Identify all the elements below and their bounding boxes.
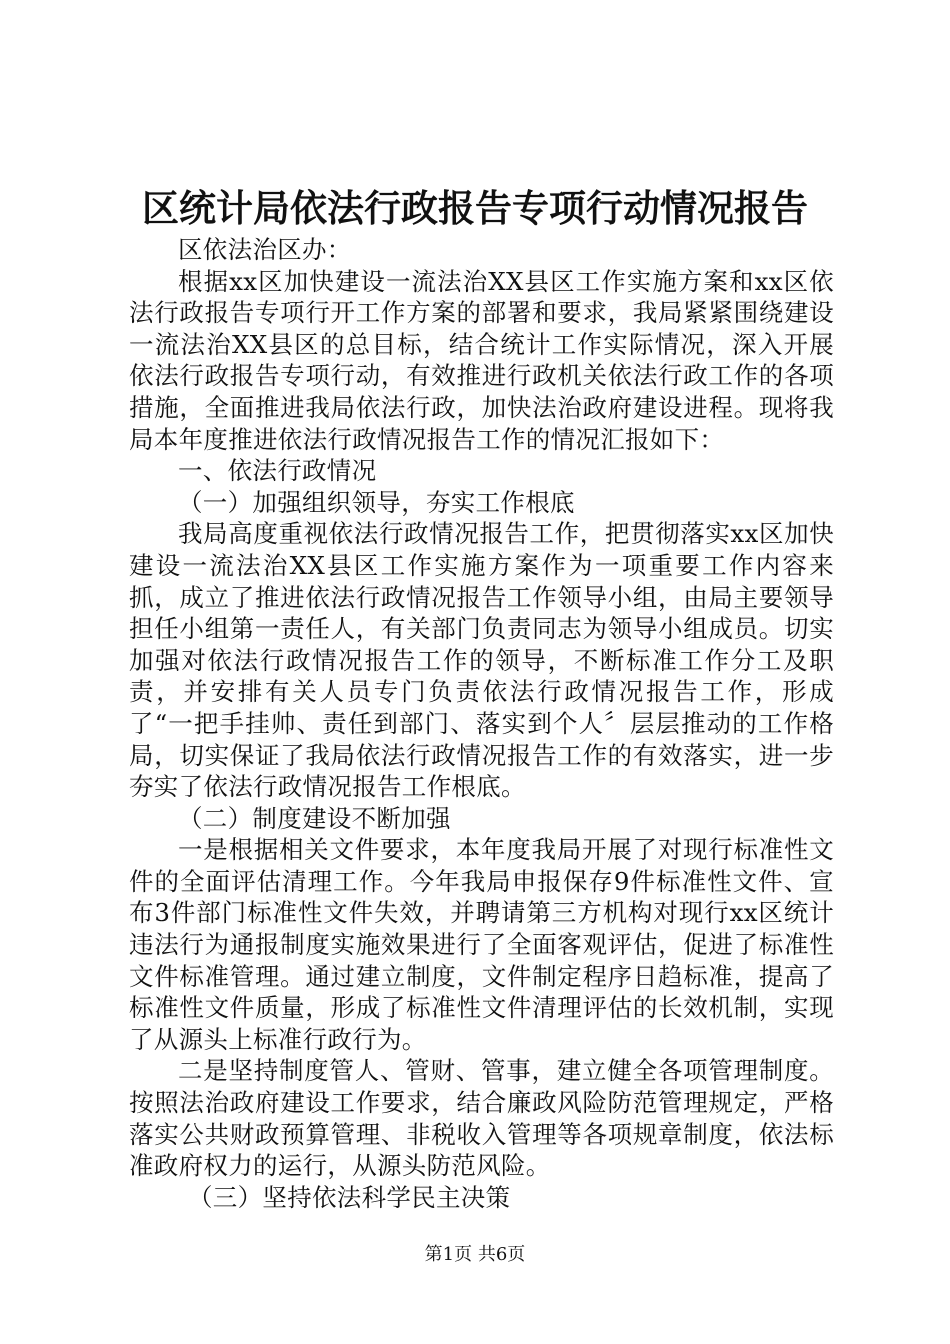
document-body <box>129 234 834 1213</box>
page-footer: 第1页 共6页 <box>424 1244 526 1265</box>
salutation: 区依法治区办： <box>178 235 352 264</box>
subsection-heading-3: （三）坚持依法科学民主决策 <box>188 1182 511 1212</box>
paragraph-intro: 根据xx区加快建设一流法治XX县区工作实施方案和xx区依法行政报告专项行开工作方案的部署和要求，我局紧紧围绕建设一流法治XX县区的总目标，结合统计工作实际情况，深入开展依法行政报告专项行动，有效推进行政机关依法行政工作的各项措施，全面推进我局依法行政，加快法治政府建设进程。现将我局本年度推进依法行政情况报告工作的情况汇报如下： <box>129 266 834 454</box>
document-title: 区统计局依法行政报告专项行动情况报告 <box>142 186 808 230</box>
paragraph-body: 一是根据相关文件要求，本年度我局开展了对现行标准性文件的全面评估清理工作。今年我局申报保存9件标准性文件、宣布3件部门标准性文件失效，并聘请第三方机构对现行xx区统计违法行为通报制度实施效果进行了全面客观评估，促进了标准性文件标准管理。通过建立制度，文件制定程序日趋标准，提高了标准性文件质量，形成了标准性文件清理评估的长效机制，实现了从源头上标准行政行为。 <box>129 835 834 1054</box>
paragraph-body: 我局高度重视依法行政情况报告工作，把贯彻落实xx区加快建设一流法治XX县区工作实施方案作为一项重要工作内容来抓，成立了推进依法行政情况报告工作领导小组，由局主要领导担任小组第一责任人，有关部门负责同志为领导小组成员。切实加强对依法行政情况报告工作的领导，不断标准工作分工及职责，并安排有关人员专门负责依法行政情况报告工作，形成了“一把手挂帅、责任到部门、落实到个人〞层层推动的工作格局，切实保证了我局依法行政情况报告工作的有效落实，进一步夯实了依法行政情况报告工作根底。 <box>129 519 835 802</box>
subsection-heading-1: （一）加强组织领导，夯实工作根底 <box>178 487 575 517</box>
subsection-heading-2: （二）制度建设不断加强 <box>178 803 451 833</box>
section-heading-1: 一、依法行政情况 <box>178 456 377 486</box>
paragraph-body: 二是坚持制度管人、管财、管事，建立健全各项管理制度。按照法治政府建设工作要求，结合廉政风险防范管理规定，严格落实公共财政预算管理、非税收入管理等各项规章制度，依法标准政府权力的运行，从源头防范风险。 <box>129 1056 834 1181</box>
